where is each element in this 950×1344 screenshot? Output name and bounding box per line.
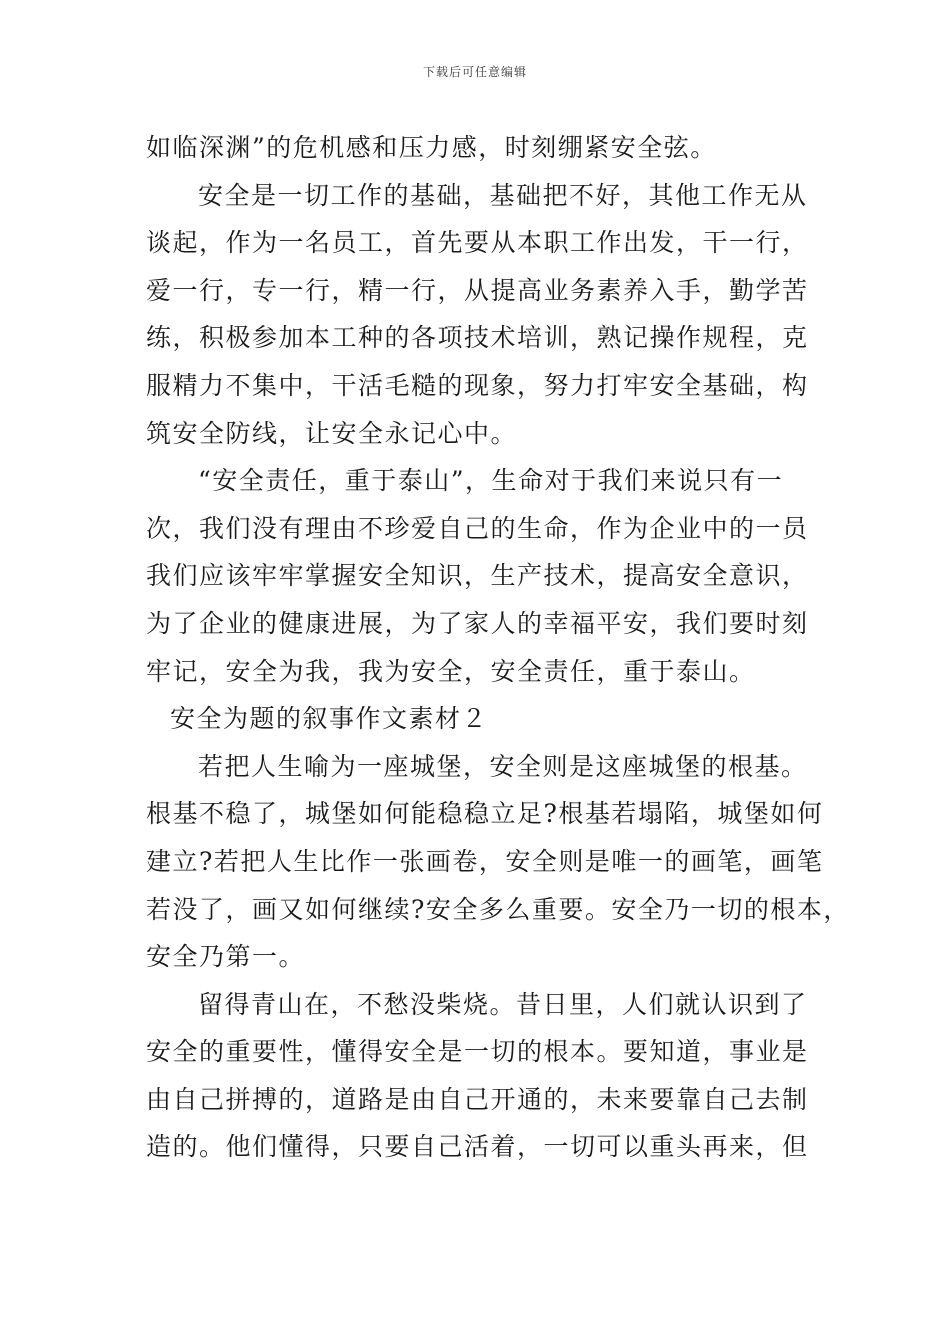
text-line: 牢记，安全为我，我为安全，安全责任，重于泰山。 [146, 656, 756, 686]
text-line: 若没了，画又如何继续?安全多么重要。安全乃一切的根本， [146, 894, 850, 924]
text-line: 安全乃第一。 [146, 942, 306, 972]
page-header-note: 下载后可任意编辑 [422, 65, 527, 79]
text-line: 次，我们没有理由不珍爱自己的生命，作为企业中的一员 [146, 513, 809, 543]
paragraph-first-line: 安全是一切工作的基础，基础把不好，其他工作无从 [198, 180, 808, 210]
text-line: 我们应该牢牢掌握安全知识，生产技术，提高安全意识， [146, 561, 809, 591]
text-line: 练，积极参加本工种的各项技术培训，熟记操作规程，克 [146, 323, 809, 353]
text-line: 筑安全防线，让安全永记心中。 [146, 418, 518, 448]
text-line: 谈起，作为一名员工，首先要从本职工作出发，干一行， [146, 228, 809, 258]
paragraph-first-line: “安全责任，重于泰山”，生命对于我们来说只有一 [198, 466, 784, 496]
paragraph-first-line: 若把人生喻为一座城堡，安全则是这座城堡的根基。 [198, 751, 808, 781]
text-line: 建立?若把人生比作一张画卷，安全则是唯一的画笔，画笔 [146, 846, 824, 876]
document-body [146, 124, 850, 1171]
text-line: 爱一行，专一行，精一行，从提高业务素养入手，勤学苦 [146, 275, 809, 305]
text-line: 服精力不集中，干活毛糙的现象，努力打牢安全基础，构 [146, 370, 809, 400]
section-heading: 安全为题的叙事作文素材２ [170, 704, 489, 734]
text-line: 如临深渊”的危机感和压力感，时刻绷紧安全弦。 [146, 133, 717, 162]
paragraph-first-line: 留得青山在，不愁没柴烧。昔日里，人们就认识到了 [198, 989, 808, 1019]
text-line: 为了企业的健康进展，为了家人的幸福平安，我们要时刻 [146, 608, 809, 638]
text-line: 造的。他们懂得，只要自己活着，一切可以重头再来，但 [146, 1132, 809, 1162]
text-line: 根基不稳了，城堡如何能稳稳立足?根基若塌陷，城堡如何 [146, 799, 824, 829]
text-line: 安全的重要性，懂得安全是一切的根本。要知道，事业是 [146, 1037, 809, 1067]
text-line: 由自己拼搏的，道路是由自己开通的，未来要靠自己去制 [146, 1084, 809, 1114]
